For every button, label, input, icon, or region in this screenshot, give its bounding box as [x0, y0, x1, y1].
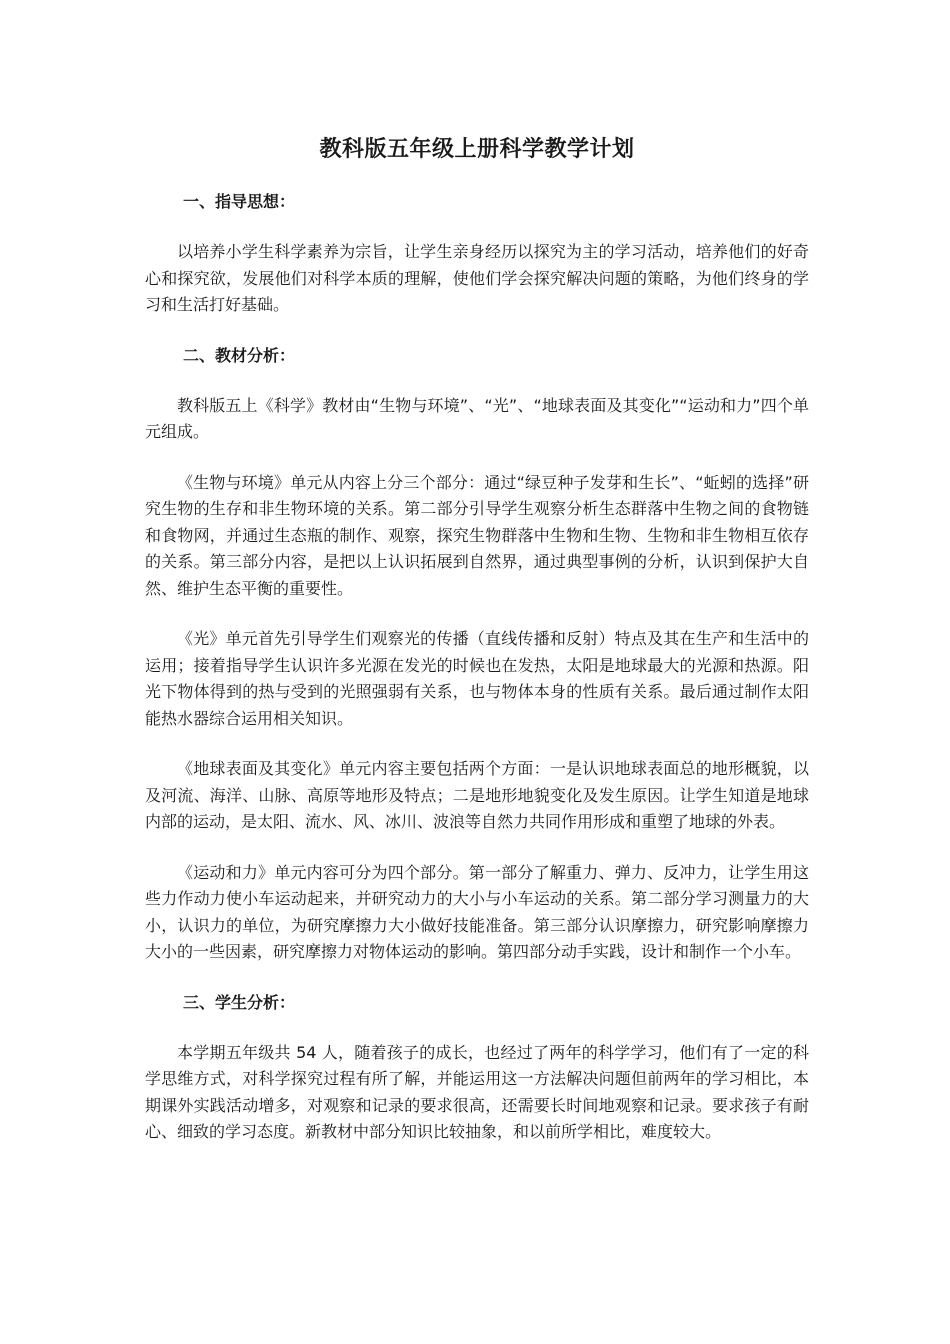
paragraph-materials-ecology: 《生物与环境》单元从内容上分三个部分：通过“绿豆种子发芽和生长”、“蚯蚓的选择”研究生物的生存和非生物环境的关系。第二部分引导学生观察分析生态群落中生物之间的食物链和食物网，并通过生态瓶的制作、观察，探究生物群落中生物和生物、生物和非生物相互依存的关系。第三部分内容，是把以上认识拓展到自然界，通过典型事例的分析，认识到保护大自然、维护生态平衡的重要性。 — [145, 472, 809, 598]
paragraph-materials-light: 《光》单元首先引导学生们观察光的传播（直线传播和反射）特点及其在生产和生活中的运用；接着指导学生认识许多光源在发光的时候也在发热，太阳是地球最大的光源和热源。阳光下物体得到的热与受到的光照强弱有关系，也与物体本身的性质有关系。最后通过制作太阳能热水器综合运用相关知识。 — [145, 629, 809, 728]
paragraph-materials-overview: 教科版五上《科学》教材由“生物与环境”、“光”、“地球表面及其变化”“运动和力”四个单元组成。 — [145, 395, 809, 441]
section-heading-students: 三、学生分析： — [183, 992, 296, 1012]
paragraph-materials-motion: 《运动和力》单元内容可分为四个部分。第一部分了解重力、弹力、反冲力，让学生用这些力作动力使小车运动起来，并研究动力的大小与小车运动的关系。第二部分学习测量力的大小，认识力的单位，为研究摩擦力大小做好技能准备。第三部分认识摩擦力，研究影响摩擦力大小的一些因素，研究摩擦力对物体运动的影响。第四部分动手实践，设计和制作一个小车。 — [145, 862, 809, 961]
paragraph-students: 本学期五年级共 54 人，随着孩子的成长，也经过了两年的科学学习，他们有了一定的科学思维方式，对科学探究过程有所了解，并能运用这一方法解决问题但前两年的学习相比，本期课外实践活动增多，对观察和记录的要求很高，还需要长时间地观察和记录。要求孩子有耐心、细致的学习态度。新教材中部分知识比较抽象，和以前所学相比，难度较大。 — [145, 1042, 809, 1141]
document-page — [145, 132, 809, 1170]
section-heading-materials: 二、教材分析： — [183, 345, 296, 365]
section-heading-guiding: 一、指导思想： — [183, 192, 296, 211]
paragraph-guiding: 以培养小学生科学素养为宗旨，让学生亲身经历以探究为主的学习活动，培养他们的好奇心和探究欲，发展他们对科学本质的理解，使他们学会探究解决问题的策略，为他们终身的学习和生活打好基础。 — [145, 242, 809, 314]
document-title: 教科版五年级上册科学教学计划 — [319, 137, 635, 162]
paragraph-materials-earth: 《地球表面及其变化》单元内容主要包括两个方面：一是认识地球表面总的地形概貌，以及河流、海洋、山脉、高原等地形及特点；二是地形地貌变化及发生原因。让学生知道是地球内部的运动，是太阳、流水、风、冰川、波浪等自然力共同作用形成和重塑了地球的外表。 — [145, 759, 809, 831]
